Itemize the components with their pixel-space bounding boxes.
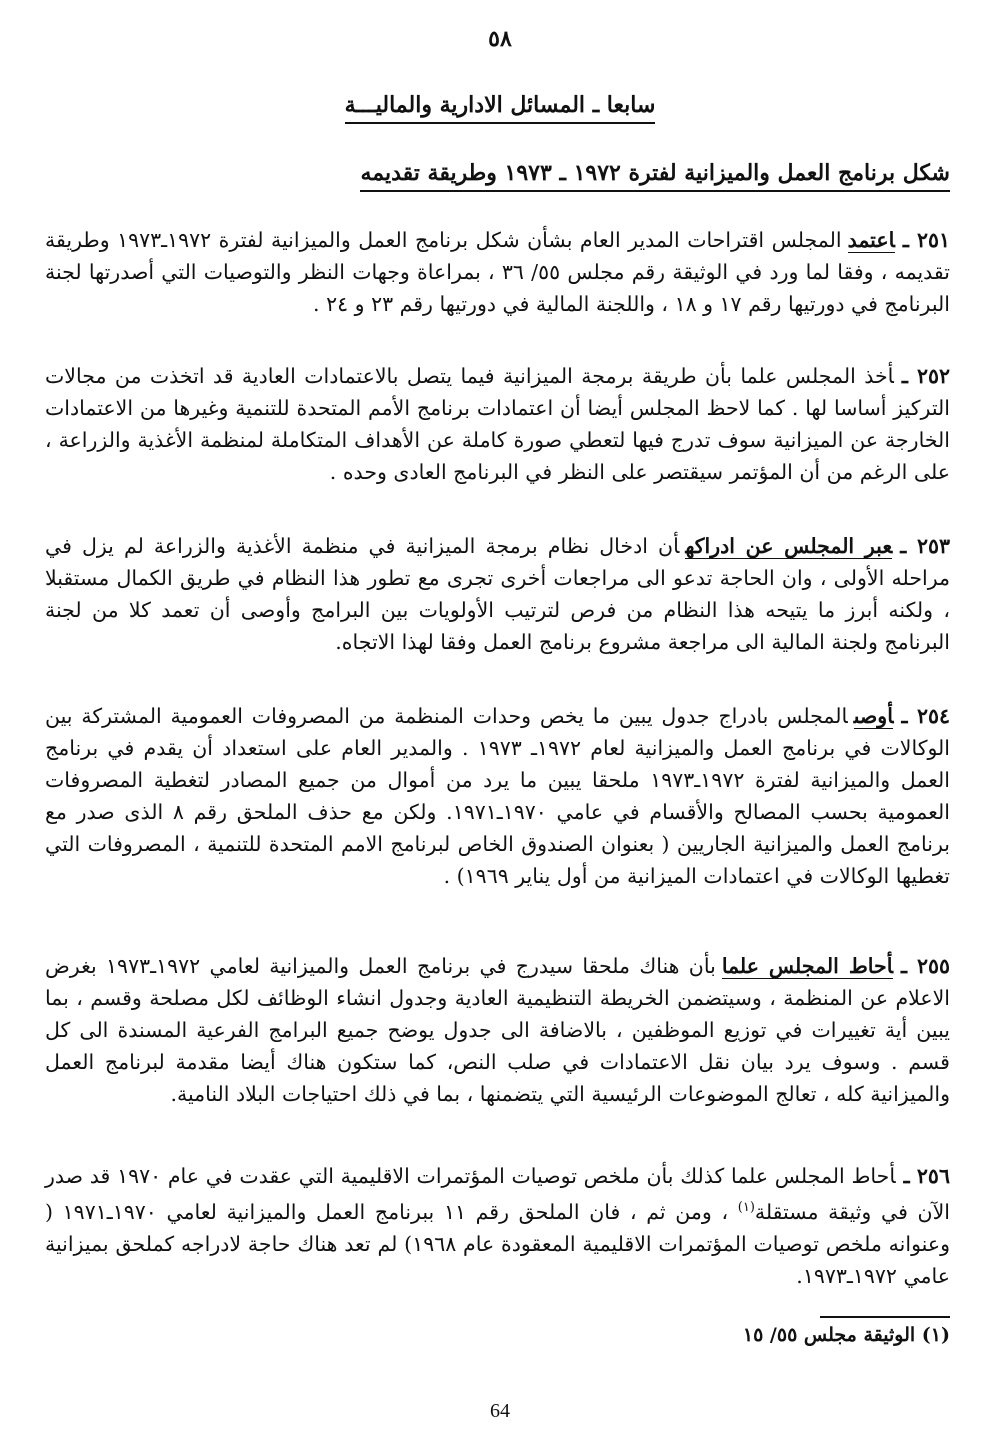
paragraph-251 bbox=[45, 224, 950, 320]
paragraph-lead: أحاط المجلس علما bbox=[721, 954, 893, 978]
page-number-bottom: 64 bbox=[490, 1400, 510, 1422]
paragraph-text-continued: ، ومن ثم ، فان الملحق رقم ١١ ببرنامج العمل والميزانية لعامي ١٩٧٠ـ١٩٧١ ( وعنوانه ملخص توصيات المؤتمرات الاقليمية المعقودة عام ١٩٦٨) لم تعد هناك حاجة لادراجه كملحق بميزانية عامي ١٩٧٢ـ١٩٧٣. bbox=[45, 1199, 950, 1288]
paragraph-lead: اعتمد bbox=[847, 228, 895, 252]
paragraph-254 bbox=[45, 700, 950, 892]
paragraph-text: أحاط المجلس علما كذلك بأن ملخص توصيات المؤتمرات الاقليمية التي عقدت في عام ١٩٧٠ قد صدر الآن في وثيقة مستقلة bbox=[45, 1164, 950, 1224]
subheading bbox=[50, 160, 950, 186]
paragraph-255 bbox=[45, 950, 950, 1110]
paragraph-number: ٢٥٦ ـ bbox=[903, 1164, 950, 1188]
paragraph-253 bbox=[45, 530, 950, 658]
paragraph-text: المجلس بادراج جدول يبين ما يخص وحدات المنظمة من المصروفات العمومية المشتركة بين الوكالات في برنامج العمل والميزانية لعام ١٩٧٢ـ ١٩٧٣ . والمدير العام على استعداد أن يقدم في برنامج العمل والميزانية لفترة ١٩٧٢ـ١٩٧٣ ملحقا يبين ما يرد من أموال من جميع المصادر لتغطية المصروفات العمومية بحسب المصالح والأقسام في عامي ١٩٧٠ـ١٩٧١. ولكن مع حذف الملحق رقم ٨ الذى صدر مع برنامج العمل والميزانية الجاريين ( بعنوان الصندوق الخاص لبرنامج الامم المتحدة للتنمية ، المصروفات التي تغطيها الوكالات في اعتمادات الميزانية من أول يناير ١٩٦٩) . bbox=[45, 704, 951, 888]
paragraph-lead: عبر المجلس عن ادراكه bbox=[685, 534, 893, 558]
paragraph-number: ٢٥٣ ـ bbox=[900, 534, 950, 558]
footnote: (١) الوثيقة مجلس ٥٥/ ١٥ bbox=[742, 1324, 950, 1346]
subheading-text: شكل برنامج العمل والميزانية لفترة ١٩٧٢ ـ ١٩٧٣ وطريقة تقديمه bbox=[360, 160, 950, 192]
paragraph-number: ٢٥٢ ـ bbox=[901, 364, 950, 388]
section-title-text: سابعا ـ المسائل الادارية والماليـــة bbox=[345, 92, 656, 124]
paragraph-text: أخذ المجلس علما بأن طريقة برمجة الميزانية فيما يتصل بالاعتمادات العادية قد اتخذت من مجالات التركيز أساسا لها . كما لاحظ المجلس أيضا أن اعتمادات برنامج الأمم المتحدة للتنمية وغيرها من الاعتمادات الخارجة عن الميزانية سوف تدرج فيها لتعطي صورة كاملة عن الأهداف المتكاملة لمنظمة الأغذية والزراعة ، على الرغم من أن المؤتمر سيقتصر على النظر في البرنامج العادى وحده . bbox=[45, 364, 950, 484]
footnote-divider bbox=[820, 1316, 950, 1318]
paragraph-256 bbox=[45, 1160, 950, 1292]
paragraph-lead: أوصى bbox=[853, 704, 894, 728]
paragraph-number: ٢٥٥ ـ bbox=[900, 954, 950, 978]
footnote-marker: (١) bbox=[737, 1200, 755, 1215]
paragraph-text: أن ادخال نظام برمجة الميزانية في منظمة الأغذية والزراعة لم يزل في مراحله الأولى ، وان الحاجة تدعو الى مراجعات أخرى تجرى مع تطور هذا النظام في طريق الكمال مستقبلا ، ولكنه أبرز ما يتيحه هذا النظام من فرص لترتيب الأولويات بين البرامج وأوصى أن تعمد كلا من لجنة البرنامج ولجنة المالية الى مراجعة مشروع برنامج العمل وفقا لهذا الاتجاه. bbox=[45, 534, 950, 654]
section-title bbox=[0, 92, 1000, 118]
paragraph-number: ٢٥١ ـ bbox=[902, 228, 951, 252]
page-number-top: ٥٨ bbox=[488, 26, 512, 52]
paragraph-252 bbox=[45, 360, 950, 488]
paragraph-text: المجلس اقتراحات المدير العام بشأن شكل برنامج العمل والميزانية لفترة ١٩٧٢ـ١٩٧٣ وطريقة تقديمه ، وفقا لما ورد في الوثيقة رقم مجلس ٥٥/ ٣٦ ، بمراعاة وجهات النظر والتوصيات التي أصدرتها لجنة البرنامج في دورتيها رقم ١٧ و ١٨ ، واللجنة المالية في دورتيها رقم ٢٣ و ٢٤ . bbox=[45, 228, 950, 316]
paragraph-number: ٢٥٤ ـ bbox=[901, 704, 950, 728]
paragraph-text: بأن هناك ملحقا سيدرج في برنامج العمل والميزانية لعامي ١٩٧٢ـ١٩٧٣ بغرض الاعلام عن المنظمة ، وسيتضمن الخريطة التنظيمية العادية وجدول انشاء الوظائف لكل مصلحة وقسم ، بما يبين أية تغييرات في توزيع الموظفين ، بالاضافة الى جدول يوضح جميع البرامج الفرعية المسندة الى كل قسم . وسوف يرد بيان نقل الاعتمادات في صلب النص، كما ستكون هناك أيضا مقدمة لبرنامج العمل والميزانية كله ، تعالج الموضوعات الرئيسية التي يتضمنها ، بما في ذلك احتياجات البلاد النامية. bbox=[45, 954, 950, 1106]
